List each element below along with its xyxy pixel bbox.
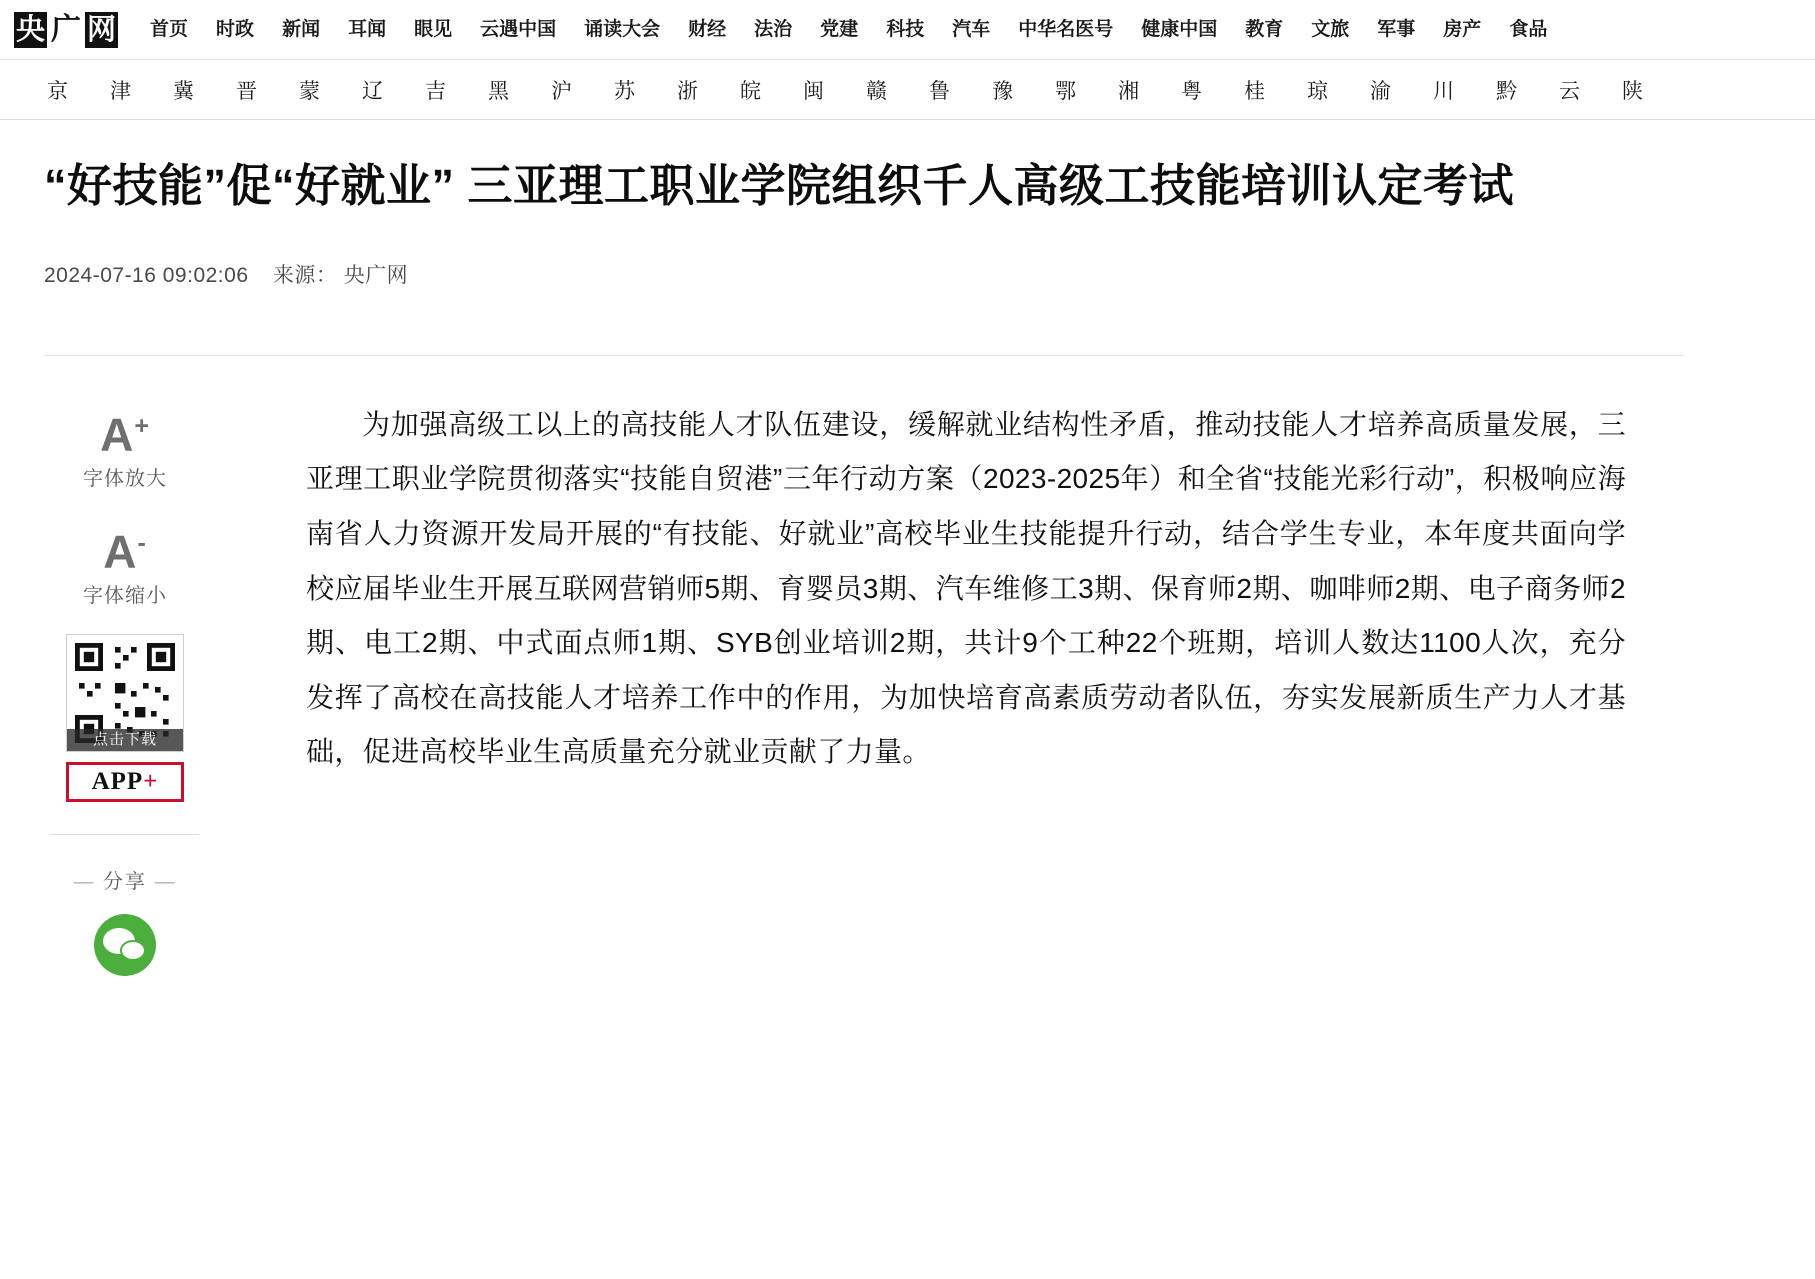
qr-caption: 点击下载 bbox=[67, 729, 183, 751]
province-item-21[interactable]: 渝 bbox=[1370, 79, 1391, 103]
page-title: “好技能”促“好就业” 三亚理工职业学院组织千人高级工技能培训认定考试 bbox=[44, 160, 1515, 211]
province-item-4[interactable]: 蒙 bbox=[299, 79, 320, 103]
share-dash-right: — bbox=[154, 871, 177, 894]
province-item-22[interactable]: 川 bbox=[1433, 79, 1454, 103]
article-meta bbox=[44, 259, 1775, 289]
province-item-5[interactable]: 辽 bbox=[362, 79, 383, 103]
province-item-0[interactable]: 京 bbox=[47, 79, 68, 103]
font-increase-button[interactable] bbox=[0, 400, 250, 491]
share-dash-left: — bbox=[73, 871, 96, 894]
app-badge-text: APP bbox=[91, 768, 144, 796]
main-navigation bbox=[142, 18, 1815, 42]
qr-code-download[interactable] bbox=[66, 634, 184, 752]
nav-item-property[interactable]: 房产 bbox=[1443, 18, 1482, 40]
article-timestamp: 2024-07-16 09:02:06 bbox=[44, 263, 249, 287]
site-logo[interactable] bbox=[14, 12, 120, 48]
province-item-12[interactable]: 闽 bbox=[803, 79, 824, 103]
font-decrease-label: 字体缩小 bbox=[83, 585, 167, 608]
font-decrease-button[interactable] bbox=[0, 517, 250, 608]
nav-item-yunyu[interactable]: 云遇中国 bbox=[480, 18, 557, 40]
province-navigation bbox=[0, 60, 1815, 120]
font-increase-label: 字体放大 bbox=[83, 468, 167, 491]
font-increase-sup: + bbox=[134, 411, 150, 440]
font-decrease-sup: - bbox=[137, 529, 147, 558]
province-item-20[interactable]: 琼 bbox=[1307, 79, 1328, 103]
logo-char-1: 央 bbox=[16, 13, 46, 46]
nav-item-education[interactable]: 教育 bbox=[1245, 18, 1284, 40]
province-item-15[interactable]: 豫 bbox=[992, 79, 1013, 103]
nav-item-law[interactable]: 法治 bbox=[754, 18, 793, 40]
province-item-3[interactable]: 晋 bbox=[236, 79, 257, 103]
nav-item-home[interactable]: 首页 bbox=[150, 18, 189, 40]
nav-item-songdu[interactable]: 诵读大会 bbox=[584, 18, 661, 40]
logo-char-2: 广 bbox=[51, 12, 82, 46]
font-increase-icon: A+ bbox=[100, 408, 150, 461]
nav-item-auto[interactable]: 汽车 bbox=[952, 18, 991, 40]
nav-item-military[interactable]: 军事 bbox=[1377, 18, 1416, 40]
nav-item-erwen[interactable]: 耳闻 bbox=[348, 18, 387, 40]
nav-item-culture[interactable]: 文旅 bbox=[1311, 18, 1350, 40]
nav-item-food[interactable]: 食品 bbox=[1509, 18, 1548, 40]
province-item-18[interactable]: 粤 bbox=[1181, 79, 1202, 103]
site-header bbox=[0, 0, 1815, 60]
font-decrease-icon: A- bbox=[103, 525, 147, 578]
source-name[interactable]: 央广网 bbox=[343, 263, 409, 287]
province-item-24[interactable]: 云 bbox=[1559, 79, 1580, 103]
share-text: 分享 bbox=[103, 871, 147, 894]
province-item-16[interactable]: 鄂 bbox=[1055, 79, 1076, 103]
province-item-2[interactable]: 冀 bbox=[173, 79, 194, 103]
province-item-19[interactable]: 桂 bbox=[1244, 79, 1265, 103]
article-header bbox=[0, 120, 1815, 356]
nav-item-news[interactable]: 新闻 bbox=[282, 18, 321, 40]
province-item-13[interactable]: 赣 bbox=[866, 79, 887, 103]
source-label: 来源： bbox=[272, 263, 338, 287]
nav-item-yanjian[interactable]: 眼见 bbox=[414, 18, 453, 40]
article-body-wrap bbox=[0, 356, 1815, 977]
article-paragraph: 为加强高级工以上的高技能人才队伍建设，缓解就业结构性矛盾，推动技能人才培养高质量发展，三亚理工职业学院贯彻落实“技能自贸港”三年行动方案（2023-2025年）和全省“技能光彩行动”，积极响应海南省人力资源开发局开展的“有技能、好就业”高校毕业生技能提升行动，结合学生专业，本年度共面向学校应届毕业生开展互联网营销师5期、育婴员3期、汽车维修工3期、保育师2期、咖啡师2期、电子商务师2期、电工2期、中式面点师1期、SYB创业培训2期，共计9个工种22个班期，培训人数达1100人次，充分发挥了高校在高技能人才培养工作中的作用，为加快培育高素质劳动者队伍，夯实发展新质生产力人才基础，促进高校毕业生高质量充分就业贡献了力量。 bbox=[306, 408, 1626, 768]
province-item-11[interactable]: 皖 bbox=[740, 79, 761, 103]
app-badge-plus: + bbox=[143, 768, 159, 796]
nav-item-finance[interactable]: 财经 bbox=[688, 18, 727, 40]
logo-char-3: 网 bbox=[87, 13, 117, 46]
app-download-badge[interactable] bbox=[66, 762, 184, 802]
nav-item-politics[interactable]: 时政 bbox=[216, 18, 255, 40]
sidebar-divider bbox=[51, 834, 199, 835]
nav-item-health[interactable]: 健康中国 bbox=[1141, 18, 1218, 40]
wechat-share-icon[interactable] bbox=[94, 914, 156, 976]
province-item-23[interactable]: 黔 bbox=[1496, 79, 1517, 103]
nav-item-doctors[interactable]: 中华名医号 bbox=[1018, 18, 1114, 40]
province-item-9[interactable]: 苏 bbox=[614, 79, 635, 103]
province-item-17[interactable]: 湘 bbox=[1118, 79, 1139, 103]
province-item-8[interactable]: 沪 bbox=[551, 79, 572, 103]
nav-item-party[interactable]: 党建 bbox=[820, 18, 859, 40]
province-item-6[interactable]: 吉 bbox=[425, 79, 446, 103]
article-content bbox=[250, 356, 1775, 977]
article-tools-sidebar bbox=[0, 356, 250, 977]
province-item-1[interactable]: 津 bbox=[110, 79, 131, 103]
province-item-14[interactable]: 鲁 bbox=[929, 79, 950, 103]
wechat-bubble-small bbox=[120, 940, 146, 961]
share-label bbox=[0, 865, 250, 894]
province-item-7[interactable]: 黑 bbox=[488, 79, 509, 103]
province-item-25[interactable]: 陕 bbox=[1622, 79, 1643, 103]
nav-item-tech[interactable]: 科技 bbox=[886, 18, 925, 40]
province-item-10[interactable]: 浙 bbox=[677, 79, 698, 103]
